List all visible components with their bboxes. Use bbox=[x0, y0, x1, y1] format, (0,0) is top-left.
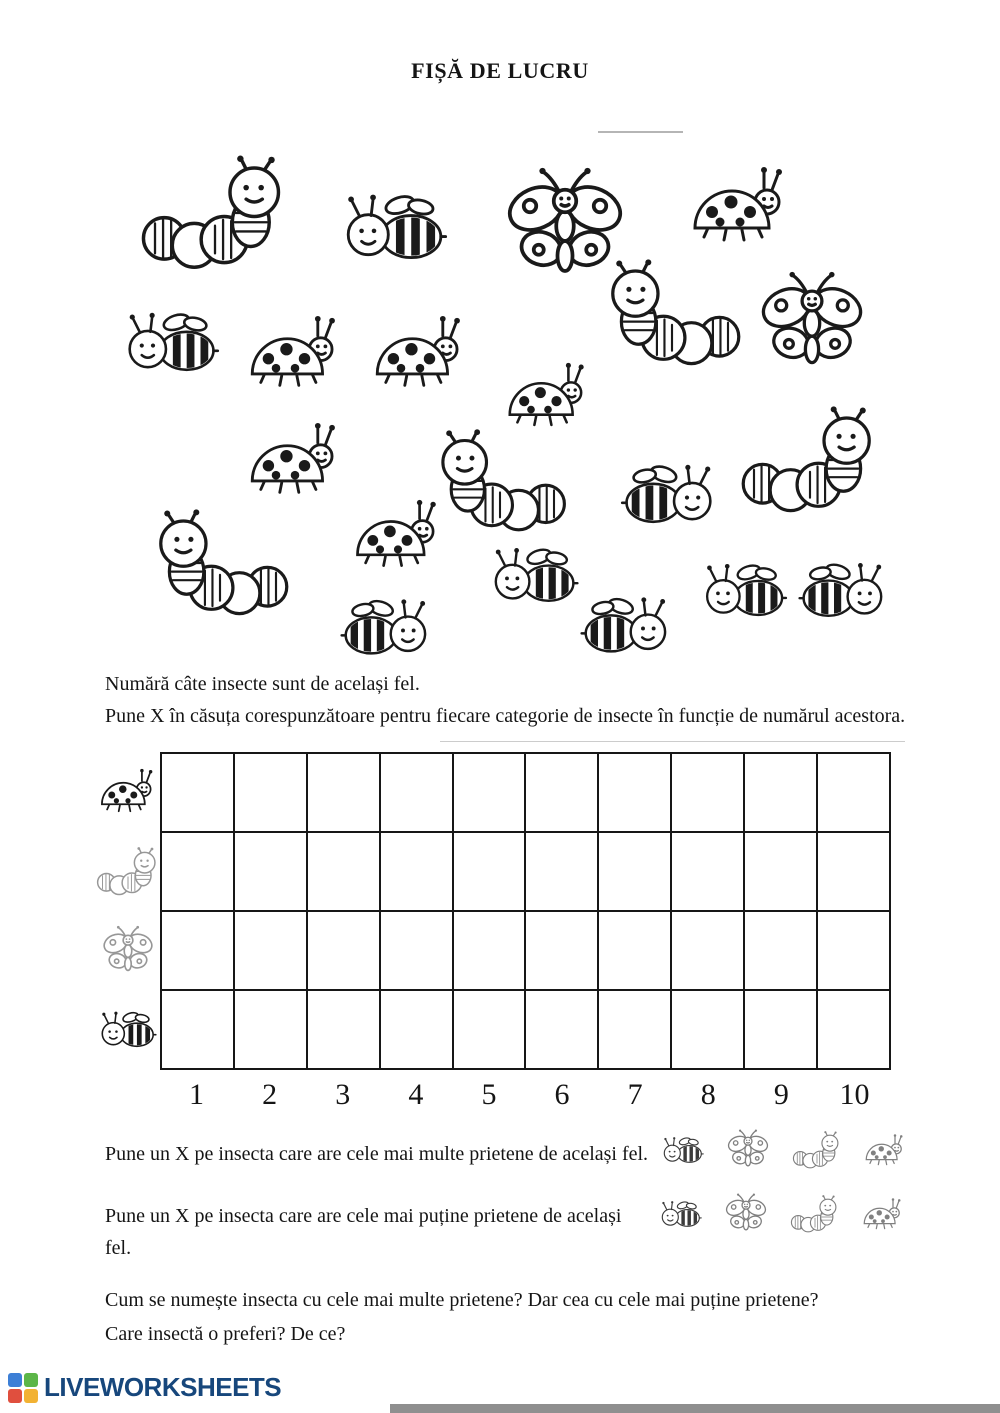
grid-cell-r4-c2[interactable] bbox=[234, 990, 307, 1069]
ladybug-row-icon bbox=[96, 752, 160, 832]
grid-cell-r2-c3[interactable] bbox=[307, 832, 380, 911]
question-1: Cum se numește insecta cu cele mai multe prietene? Dar cea cu cele mai puține prietene? bbox=[105, 1289, 819, 1311]
bee-figure bbox=[622, 464, 710, 526]
answer-most-butterfly-icon[interactable] bbox=[726, 1128, 770, 1172]
grid-cell-r1-c2[interactable] bbox=[234, 753, 307, 832]
scan-edge-artifact bbox=[390, 1404, 1000, 1413]
grid-cell-r2-c9[interactable] bbox=[744, 832, 817, 911]
ladybug-figure bbox=[695, 167, 782, 240]
grid-cell-r1-c4[interactable] bbox=[380, 753, 453, 832]
grid-number-6: 6 bbox=[554, 1078, 570, 1111]
liveworksheets-logo-icon bbox=[8, 1373, 38, 1403]
grid-column-numbers bbox=[160, 1078, 891, 1112]
grid-cell-r1-c10[interactable] bbox=[817, 753, 890, 832]
grid-cell-r2-c7[interactable] bbox=[598, 832, 671, 911]
caterpillar-figure bbox=[161, 509, 287, 613]
grid-cell-r4-c3[interactable] bbox=[307, 990, 380, 1069]
grid-cell-r4-c6[interactable] bbox=[525, 990, 598, 1069]
bee-figure bbox=[130, 312, 218, 374]
grid-number-5: 5 bbox=[481, 1078, 497, 1111]
grid-number-7: 7 bbox=[627, 1078, 643, 1111]
grid-cell-r3-c10[interactable] bbox=[817, 911, 890, 990]
logo-tile bbox=[24, 1373, 38, 1387]
butterfly-figure bbox=[503, 168, 627, 271]
grid-cell-r1-c8[interactable] bbox=[671, 753, 744, 832]
answer-most-icons bbox=[662, 1128, 906, 1172]
liveworksheets-footer bbox=[8, 1372, 281, 1403]
instruction-least-cont: fel. bbox=[105, 1237, 132, 1259]
grid-cell-r4-c4[interactable] bbox=[380, 990, 453, 1069]
bee-figure bbox=[800, 562, 882, 619]
caterpillar-row-icon bbox=[96, 832, 160, 912]
grid-cell-r4-c5[interactable] bbox=[453, 990, 526, 1069]
answer-most-bee-icon[interactable] bbox=[662, 1135, 704, 1166]
answer-least-butterfly-icon[interactable] bbox=[724, 1192, 768, 1236]
grid-number-9: 9 bbox=[773, 1078, 789, 1111]
grid-cell-r4-c9[interactable] bbox=[744, 990, 817, 1069]
grid-cell-r2-c5[interactable] bbox=[453, 832, 526, 911]
logo-tile bbox=[24, 1389, 38, 1403]
instruction-count: Numără câte insecte sunt de același fel. bbox=[105, 673, 420, 695]
scan-artifact-rule bbox=[440, 741, 905, 742]
grid-number-2: 2 bbox=[262, 1078, 278, 1111]
grid-cell-r3-c2[interactable] bbox=[234, 911, 307, 990]
ladybug-figure bbox=[252, 316, 335, 385]
grid-cell-r2-c2[interactable] bbox=[234, 832, 307, 911]
page-title: FIȘĂ DE LUCRU bbox=[411, 58, 589, 83]
bee-figure bbox=[348, 193, 445, 261]
grid-cell-r1-c5[interactable] bbox=[453, 753, 526, 832]
ladybug-figure bbox=[510, 363, 584, 425]
bee-row-icon bbox=[96, 991, 160, 1071]
grid-cell-r4-c7[interactable] bbox=[598, 990, 671, 1069]
bee-figure bbox=[582, 596, 665, 654]
grid-cell-r3-c1[interactable] bbox=[161, 911, 234, 990]
grid-cell-r2-c1[interactable] bbox=[161, 832, 234, 911]
grid-cell-r3-c7[interactable] bbox=[598, 911, 671, 990]
grid-cell-r1-c9[interactable] bbox=[744, 753, 817, 832]
grid-cell-r3-c5[interactable] bbox=[453, 911, 526, 990]
question-2: Care insectă o preferi? De ce? bbox=[105, 1323, 346, 1345]
bee-figure bbox=[496, 547, 578, 604]
grid-cell-r1-c6[interactable] bbox=[525, 753, 598, 832]
answer-most-caterpillar-icon[interactable] bbox=[792, 1131, 842, 1169]
caterpillar-figure bbox=[743, 406, 869, 510]
grid-cell-r1-c1[interactable] bbox=[161, 753, 234, 832]
bee-figure bbox=[342, 598, 425, 656]
grid-number-1: 1 bbox=[189, 1078, 205, 1111]
grid-number-3: 3 bbox=[335, 1078, 351, 1111]
grid-cell-r4-c10[interactable] bbox=[817, 990, 890, 1069]
instruction-mark: Pune X în căsuța corespunzătoare pentru fiecare categorie de insecte în funcție de numărul acestora. bbox=[105, 705, 906, 727]
grid-cell-r3-c6[interactable] bbox=[525, 911, 598, 990]
grid-cell-r4-c8[interactable] bbox=[671, 990, 744, 1069]
caterpillar-figure bbox=[613, 259, 739, 363]
insect-scene bbox=[100, 128, 910, 678]
answer-least-icons bbox=[660, 1192, 904, 1236]
grid-cell-r1-c7[interactable] bbox=[598, 753, 671, 832]
answer-least-ladybug-icon[interactable] bbox=[862, 1197, 904, 1232]
grid-row-icons bbox=[96, 752, 158, 1070]
butterfly-row-icon bbox=[96, 911, 160, 991]
grid-cell-r3-c8[interactable] bbox=[671, 911, 744, 990]
grid-cell-r3-c3[interactable] bbox=[307, 911, 380, 990]
grid-cell-r2-c6[interactable] bbox=[525, 832, 598, 911]
grid-cell-r1-c3[interactable] bbox=[307, 753, 380, 832]
instruction-least: Pune un X pe insecta care are cele mai puține prietene de același bbox=[105, 1205, 622, 1227]
grid-cell-r2-c8[interactable] bbox=[671, 832, 744, 911]
butterfly-figure bbox=[757, 272, 866, 363]
logo-tile bbox=[8, 1389, 22, 1403]
ladybug-figure bbox=[358, 500, 436, 566]
ladybug-figure bbox=[377, 316, 460, 385]
answer-least-bee-icon[interactable] bbox=[660, 1199, 702, 1230]
grid-cell-r2-c4[interactable] bbox=[380, 832, 453, 911]
instruction-most: Pune un X pe insecta care are cele mai multe prietene de același fel. bbox=[105, 1143, 649, 1165]
answer-most-ladybug-icon[interactable] bbox=[864, 1133, 906, 1168]
bee-figure bbox=[707, 563, 786, 618]
answer-least-caterpillar-icon[interactable] bbox=[790, 1195, 840, 1233]
grid-number-8: 8 bbox=[700, 1078, 716, 1111]
grid-number-10: 10 bbox=[839, 1078, 870, 1111]
logo-tile bbox=[8, 1373, 22, 1387]
brand-name[interactable]: LIVEWORKSHEETS bbox=[44, 1372, 282, 1402]
grid-cell-r2-c10[interactable] bbox=[817, 832, 890, 911]
caterpillar-figure bbox=[143, 156, 278, 268]
ladybug-figure bbox=[252, 423, 335, 492]
tally-grid bbox=[160, 752, 891, 1070]
grid-cell-r3-c9[interactable] bbox=[744, 911, 817, 990]
caterpillar-figure bbox=[443, 429, 564, 530]
grid-number-4: 4 bbox=[408, 1078, 424, 1111]
grid-cell-r4-c1[interactable] bbox=[161, 990, 234, 1069]
grid-cell-r3-c4[interactable] bbox=[380, 911, 453, 990]
